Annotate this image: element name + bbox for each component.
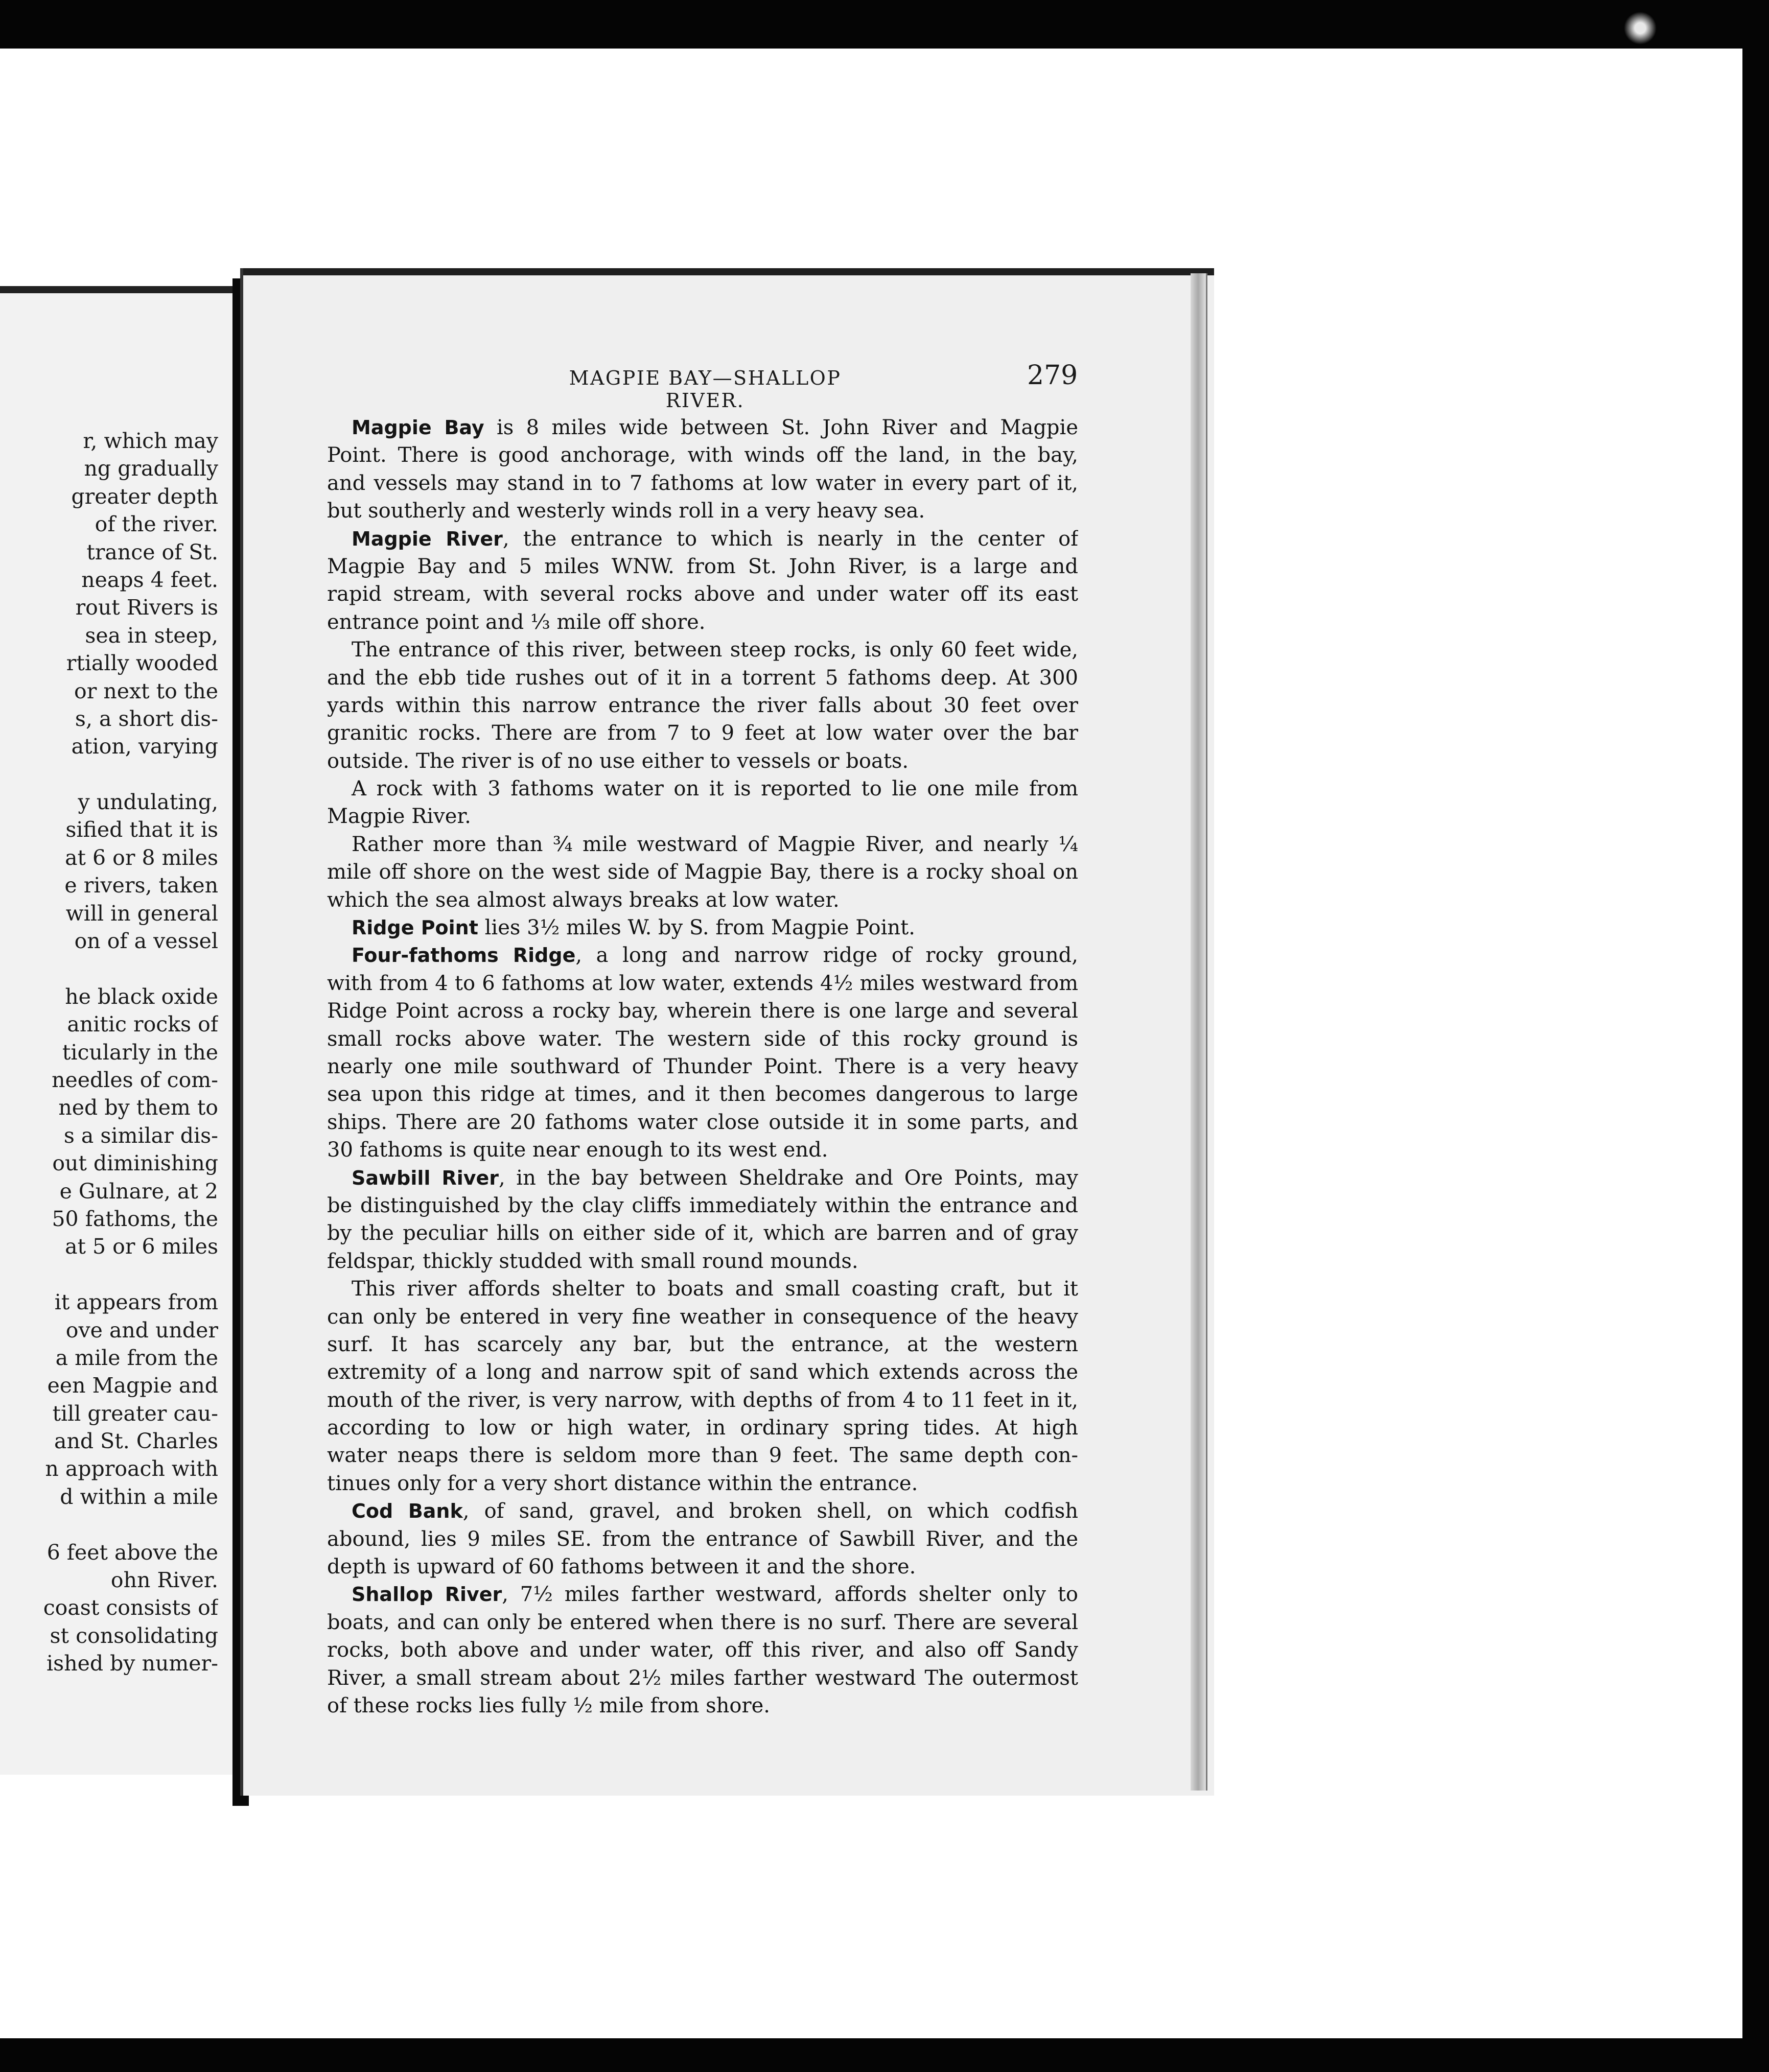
facing-page-line: ation, varying [71, 734, 218, 759]
text-line [327, 636, 1078, 664]
text-line [327, 608, 1078, 636]
text-line [327, 886, 1078, 914]
line-text: outside. The river is of no use either to vessels or boats. [327, 749, 909, 773]
paragraph-heading: Magpie River [352, 527, 503, 550]
facing-page-line: st consolidating [50, 1623, 218, 1648]
paragraph-heading: Magpie Bay [352, 416, 484, 439]
paragraph-heading: Sawbill River [352, 1166, 499, 1189]
text-line [327, 525, 1078, 553]
text-line [327, 1080, 1078, 1108]
line-text: 30 fathoms is quite near enough to its west end. [327, 1138, 828, 1162]
facing-page-line: sea in steep, [85, 623, 218, 648]
text-line [327, 1303, 1078, 1331]
text-line [327, 441, 1078, 469]
line-text: by the peculiar hills on either side of it, which are barren and of gray [327, 1221, 1078, 1245]
facing-page-line: coast consists of [43, 1595, 218, 1620]
line-text: which the sea almost always breaks at low water. [327, 888, 840, 912]
facing-page-line: of the river. [95, 512, 218, 537]
text-line [327, 692, 1078, 719]
text-line [327, 1692, 1078, 1720]
facing-page-line: ng gradually [84, 456, 218, 481]
line-text: , a long and narrow ridge of rocky ground, [575, 944, 1078, 968]
text-line [327, 469, 1078, 497]
line-text: rapid stream, with several rocks above and under water off its east [327, 582, 1078, 606]
facing-page-line: will in general [65, 901, 218, 926]
facing-page-line: d within a mile [60, 1484, 218, 1509]
facing-page-text [0, 427, 218, 1678]
text-line [327, 1470, 1078, 1497]
scan-speckle [1620, 10, 1661, 46]
text-line [327, 1247, 1078, 1275]
text-line [327, 1192, 1078, 1219]
facing-page-line: s a similar dis- [63, 1123, 218, 1148]
line-text: Ridge Point across a rocky bay, wherein there is one large and several [327, 999, 1078, 1023]
facing-page-line: needles of com- [52, 1067, 218, 1092]
facing-page-line: sified that it is [65, 817, 218, 842]
line-text: yards within this narrow entrance the river falls about 30 feet over [327, 693, 1078, 717]
line-text: mouth of the river, is very narrow, with depths of from 4 to 11 feet in it, [327, 1388, 1078, 1412]
facing-page-line: 6 feet above the [46, 1540, 218, 1565]
facing-page-line: een Magpie and [47, 1373, 218, 1398]
paragraph-heading: Cod Bank [352, 1500, 463, 1523]
line-text: can only be entered in very fine weather in consequence of the heavy [327, 1305, 1078, 1329]
line-text: sea upon this ridge at times, and it then becomes dangerous to large [327, 1082, 1078, 1106]
line-text: but southerly and westerly winds roll in a very heavy sea. [327, 499, 925, 523]
facing-page-line [0, 1511, 218, 1538]
text-line [327, 1636, 1078, 1664]
text-line [327, 1053, 1078, 1080]
facing-page-line: rtially wooded [66, 651, 218, 676]
facing-page-line: ned by them to [58, 1095, 218, 1120]
text-line [327, 803, 1078, 830]
text-line [327, 1553, 1078, 1581]
running-head: MAGPIE BAY—SHALLOP RIVER. [569, 367, 842, 412]
text-line [327, 719, 1078, 747]
line-text: Magpie Bay and 5 miles WNW. from St. John River, is a large and [327, 554, 1078, 578]
text-line [327, 1414, 1078, 1442]
facing-page-line: s, a short dis- [75, 706, 218, 731]
line-text: water neaps there is seldom more than 9 feet. The same depth con- [327, 1444, 1078, 1468]
paragraph-heading: Shallop River [352, 1583, 502, 1606]
line-text: and vessels may stand in to 7 fathoms at low water in every part of it, [327, 471, 1078, 495]
line-text: abound, lies 9 miles SE. from the entrance of Sawbill River, and the [327, 1527, 1078, 1551]
line-text: of these rocks lies fully ½ mile from shore. [327, 1693, 770, 1717]
text-line [327, 970, 1078, 997]
facing-page-line: ove and under [65, 1317, 218, 1343]
line-text: lies 3½ miles W. by S. from Magpie Point. [478, 916, 915, 940]
text-line [327, 775, 1078, 803]
text-line [327, 747, 1078, 775]
line-text: small rocks above water. The western side of this rocky ground is [327, 1027, 1078, 1051]
line-text: granitic rocks. There are from 7 to 9 feet at low water over the bar [327, 721, 1078, 745]
text-line [327, 1136, 1078, 1164]
line-text: River, a small stream about 2½ miles farther westward The outermost [327, 1666, 1078, 1690]
facing-page-line: n approach with [45, 1456, 218, 1481]
facing-page-line: y undulating, [78, 790, 218, 815]
facing-page-line: e Gulnare, at 2 [59, 1179, 218, 1204]
body-text [327, 414, 1078, 1720]
facing-page-line: r, which may [83, 429, 218, 453]
line-text: , the entrance to which is nearly in the center of [502, 527, 1078, 551]
facing-page-line: out diminishing [52, 1151, 218, 1176]
facing-page-line: and St. Charles [54, 1429, 218, 1454]
line-text: surf. It has scarcely any bar, but the entrance, at the western [327, 1332, 1078, 1356]
text-line [327, 1109, 1078, 1136]
facing-page-line [0, 761, 218, 788]
line-text: This river affords shelter to boats and small coasting craft, but it [352, 1277, 1078, 1301]
line-text: feldspar, thickly studded with small round mounds. [327, 1249, 858, 1273]
text-line [327, 831, 1078, 858]
page-number: 279 [1027, 360, 1078, 391]
text-line [327, 553, 1078, 580]
facing-page-line: he black oxide [65, 984, 218, 1009]
line-text: with from 4 to 6 fathoms at low water, extends 4½ miles westward from [327, 971, 1078, 995]
line-text: depth is upward of 60 fathoms between it and the shore. [327, 1555, 916, 1579]
page-edge [1191, 273, 1207, 1791]
facing-page-line: anitic rocks of [67, 1012, 218, 1037]
scan-border-top [0, 0, 1769, 49]
text-line [327, 1164, 1078, 1192]
line-text: Point. There is good anchorage, with winds off the land, in the bay, [327, 443, 1078, 467]
text-line [327, 580, 1078, 608]
facing-page-line: at 5 or 6 miles [65, 1234, 218, 1259]
line-text: and the ebb tide rushes out of it in a torrent 5 fathoms deep. At 300 [327, 666, 1078, 690]
text-line [327, 1331, 1078, 1358]
facing-page-line: it appears from [54, 1290, 218, 1315]
facing-page-line [0, 955, 218, 982]
line-text: entrance point and ⅓ mile off shore. [327, 610, 706, 634]
line-text: The entrance of this river, between steep rocks, is only 60 feet wide, [352, 638, 1078, 662]
text-line [327, 414, 1078, 441]
text-line [327, 1525, 1078, 1553]
line-text: extremity of a long and narrow spit of sand which extends across the [327, 1360, 1078, 1384]
line-text: , in the bay between Sheldrake and Ore Points, may [499, 1166, 1078, 1190]
text-line [327, 1581, 1078, 1608]
facing-page-line: e rivers, taken [64, 873, 218, 898]
facing-page-line: at 6 or 8 miles [65, 845, 218, 870]
line-text: nearly one mile southward of Thunder Point. There is a very heavy [327, 1054, 1078, 1078]
text-line [327, 914, 1078, 941]
text-line [327, 1219, 1078, 1247]
text-line [327, 858, 1078, 886]
facing-page-left [0, 286, 240, 1775]
text-line [327, 1442, 1078, 1469]
facing-page-line: ticularly in the [62, 1040, 218, 1065]
scan-border-right [1742, 0, 1769, 2072]
facing-page-line: trance of St. [86, 539, 218, 564]
facing-page-line: or next to the [74, 678, 218, 703]
text-line [327, 1275, 1078, 1303]
text-line [327, 941, 1078, 969]
facing-page-line: till greater cau- [52, 1401, 218, 1426]
facing-page-line: a mile from the [55, 1345, 218, 1370]
text-line [327, 1025, 1078, 1053]
facing-page-line: rout Rivers is [75, 595, 218, 620]
text-line [327, 497, 1078, 525]
line-text: A rock with 3 fathoms water on it is reported to lie one mile from [352, 777, 1078, 801]
text-line [327, 1664, 1078, 1692]
text-line [327, 997, 1078, 1025]
facing-page-line: greater depth [71, 484, 218, 509]
line-text: is 8 miles wide between St. John River and Magpie [484, 416, 1078, 439]
facing-page-line [0, 1261, 218, 1288]
text-line [327, 664, 1078, 692]
line-text: Magpie River. [327, 805, 471, 829]
text-line [327, 1358, 1078, 1386]
text-line [327, 1609, 1078, 1636]
line-text: , 7½ miles farther westward, affords shelter only to [502, 1583, 1078, 1607]
line-text: boats, and can only be entered when there is no surf. There are several [327, 1610, 1078, 1634]
line-text: mile off shore on the west side of Magpie Bay, there is a rocky shoal on [327, 860, 1078, 884]
line-text: , of sand, gravel, and broken shell, on which codfish [462, 1499, 1078, 1523]
paragraph-heading: Ridge Point [352, 916, 478, 939]
facing-page-line: 50 fathoms, the [52, 1206, 218, 1231]
line-text: Rather more than ¾ mile westward of Magpie River, and nearly ¼ [352, 832, 1078, 856]
text-line [327, 1386, 1078, 1414]
line-text: rocks, both above and under water, off this river, and also off Sandy [327, 1638, 1078, 1662]
facing-page-line: ohn River. [110, 1568, 218, 1593]
text-line [327, 1497, 1078, 1525]
paragraph-heading: Four-fathoms Ridge [352, 944, 576, 967]
facing-page-line: neaps 4 feet. [81, 567, 218, 592]
facing-page-line: on of a vessel [74, 929, 218, 954]
scan-border-bottom [0, 2038, 1769, 2072]
line-text: ships. There are 20 fathoms water close outside it in some parts, and [327, 1110, 1078, 1134]
line-text: be distinguished by the clay cliffs immediately within the entrance and [327, 1193, 1078, 1217]
line-text: tinues only for a very short distance within the entrance. [327, 1471, 918, 1495]
line-text: according to low or high water, in ordinary spring tides. At high [327, 1416, 1078, 1440]
facing-page-line: ished by numer- [46, 1651, 218, 1676]
